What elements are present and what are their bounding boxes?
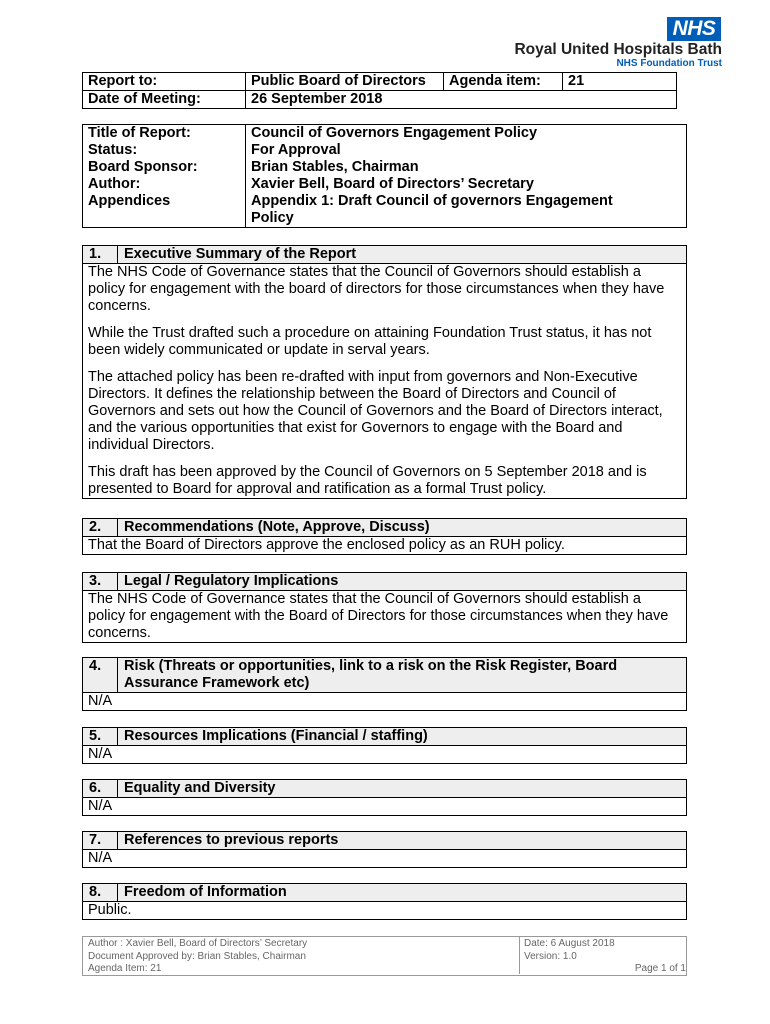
status-value: For Approval <box>246 142 687 159</box>
org-subtitle: NHS Foundation Trust <box>616 58 722 69</box>
paragraph: The attached policy has been re-drafted with input from governors and Non-Executive Directors. It defines the relationship between the Board of Directors and Council of Governors and sets out how the Council of Governors and the Board of Directors interact, and the various opportunities that exist for Governors to engage with the Board and individual Directors. <box>88 369 663 453</box>
section-number: 4. <box>83 658 118 692</box>
section-risk <box>82 657 687 711</box>
footer-date: Date: 6 August 2018 <box>524 938 615 949</box>
footer-author: Author : Xavier Bell, Board of Directors’ Secretary <box>88 938 308 949</box>
section-header <box>83 832 686 850</box>
section-header <box>83 780 686 798</box>
paragraph: N/A <box>88 850 113 866</box>
section-body <box>83 746 686 763</box>
section-references <box>82 831 687 868</box>
section-resources <box>82 727 687 764</box>
section-body <box>83 902 686 919</box>
page-footer <box>82 936 687 976</box>
section-title: Freedom of Information <box>124 884 287 900</box>
section-header <box>83 728 686 746</box>
report-to-label: Report to: <box>83 73 246 91</box>
section-body <box>83 850 686 867</box>
section-header <box>83 658 686 693</box>
paragraph: N/A <box>88 693 113 709</box>
paragraph: N/A <box>88 746 113 762</box>
section-body <box>83 264 686 498</box>
section-recommendations <box>82 518 687 555</box>
author-label: Author: <box>83 176 246 193</box>
author-value: Xavier Bell, Board of Directors’ Secretary <box>246 176 687 193</box>
section-title: References to previous reports <box>124 832 339 848</box>
section-body <box>83 798 686 815</box>
footer-page-number: Page 1 of 1 <box>634 963 686 974</box>
paragraph: N/A <box>88 798 113 814</box>
footer-agenda-item: Agenda Item: 21 <box>88 963 162 974</box>
section-header <box>83 884 686 902</box>
section-header <box>83 246 686 264</box>
date-of-meeting-label: Date of Meeting: <box>83 91 246 109</box>
section-executive-summary <box>82 245 687 499</box>
section-number: 6. <box>83 780 118 797</box>
section-title: Legal / Regulatory Implications <box>124 573 339 589</box>
section-number: 5. <box>83 728 118 745</box>
nhs-logo: NHS <box>667 17 721 41</box>
footer-left <box>88 938 307 976</box>
board-sponsor-label: Board Sponsor: <box>83 159 246 176</box>
section-freedom-of-information <box>82 883 687 920</box>
agenda-item-value: 21 <box>563 73 677 91</box>
section-title: Recommendations (Note, Approve, Discuss) <box>124 519 430 535</box>
section-header <box>83 519 686 537</box>
section-body <box>83 693 686 710</box>
section-number: 7. <box>83 832 118 849</box>
appendices-value: Appendix 1: Draft Council of governors Engagement Policy <box>246 193 687 228</box>
paragraph: This draft has been approved by the Council of Governors on 5 September 2018 and is presented to Board for approval and ratification as a formal Trust policy. <box>88 464 647 497</box>
section-equality <box>82 779 687 816</box>
date-of-meeting-value: 26 September 2018 <box>246 91 677 109</box>
meeting-info-table <box>82 72 677 109</box>
section-header <box>83 573 686 591</box>
section-title: Equality and Diversity <box>124 780 276 796</box>
report-info-table <box>82 124 687 228</box>
section-number: 3. <box>83 573 118 590</box>
section-legal-implications <box>82 572 687 643</box>
title-of-report-label: Title of Report: <box>83 125 246 143</box>
title-of-report-value: Council of Governors Engagement Policy <box>246 125 687 143</box>
section-number: 1. <box>83 246 118 263</box>
section-title: Risk (Threats or opportunities, link to a risk on the Risk Register, Board Assurance Framework etc) <box>124 658 618 691</box>
paragraph: The NHS Code of Governance states that the Council of Governors should establish a policy for engagement with the Board of Directors for those circumstances when they have concerns. <box>88 591 669 641</box>
appendices-label: Appendices <box>83 193 246 228</box>
paragraph: While the Trust drafted such a procedure on attaining Foundation Trust status, it has not been widely communicated or update in serval years. <box>88 325 652 358</box>
footer-approved-by: Document Approved by: Brian Stables, Chairman <box>88 950 306 962</box>
section-body <box>83 591 686 642</box>
org-name: Royal United Hospitals Bath <box>514 41 722 58</box>
section-title: Resources Implications (Financial / staffing) <box>124 728 428 744</box>
paragraph: Public. <box>88 902 132 918</box>
paragraph: That the Board of Directors approve the enclosed policy as an RUH policy. <box>88 537 565 553</box>
paragraph: The NHS Code of Governance states that the Council of Governors should establish a policy for engagement with the board of directors for those circumstances when they have concerns. <box>88 264 665 314</box>
footer-right <box>519 937 686 974</box>
board-sponsor-value: Brian Stables, Chairman <box>246 159 687 176</box>
section-title: Executive Summary of the Report <box>124 246 357 262</box>
status-label: Status: <box>83 142 246 159</box>
section-number: 2. <box>83 519 118 536</box>
report-to-value: Public Board of Directors <box>246 73 444 91</box>
footer-version: Version: 1.0 <box>524 950 577 962</box>
section-number: 8. <box>83 884 118 901</box>
section-body <box>83 537 686 554</box>
agenda-item-label: Agenda item: <box>444 73 563 91</box>
